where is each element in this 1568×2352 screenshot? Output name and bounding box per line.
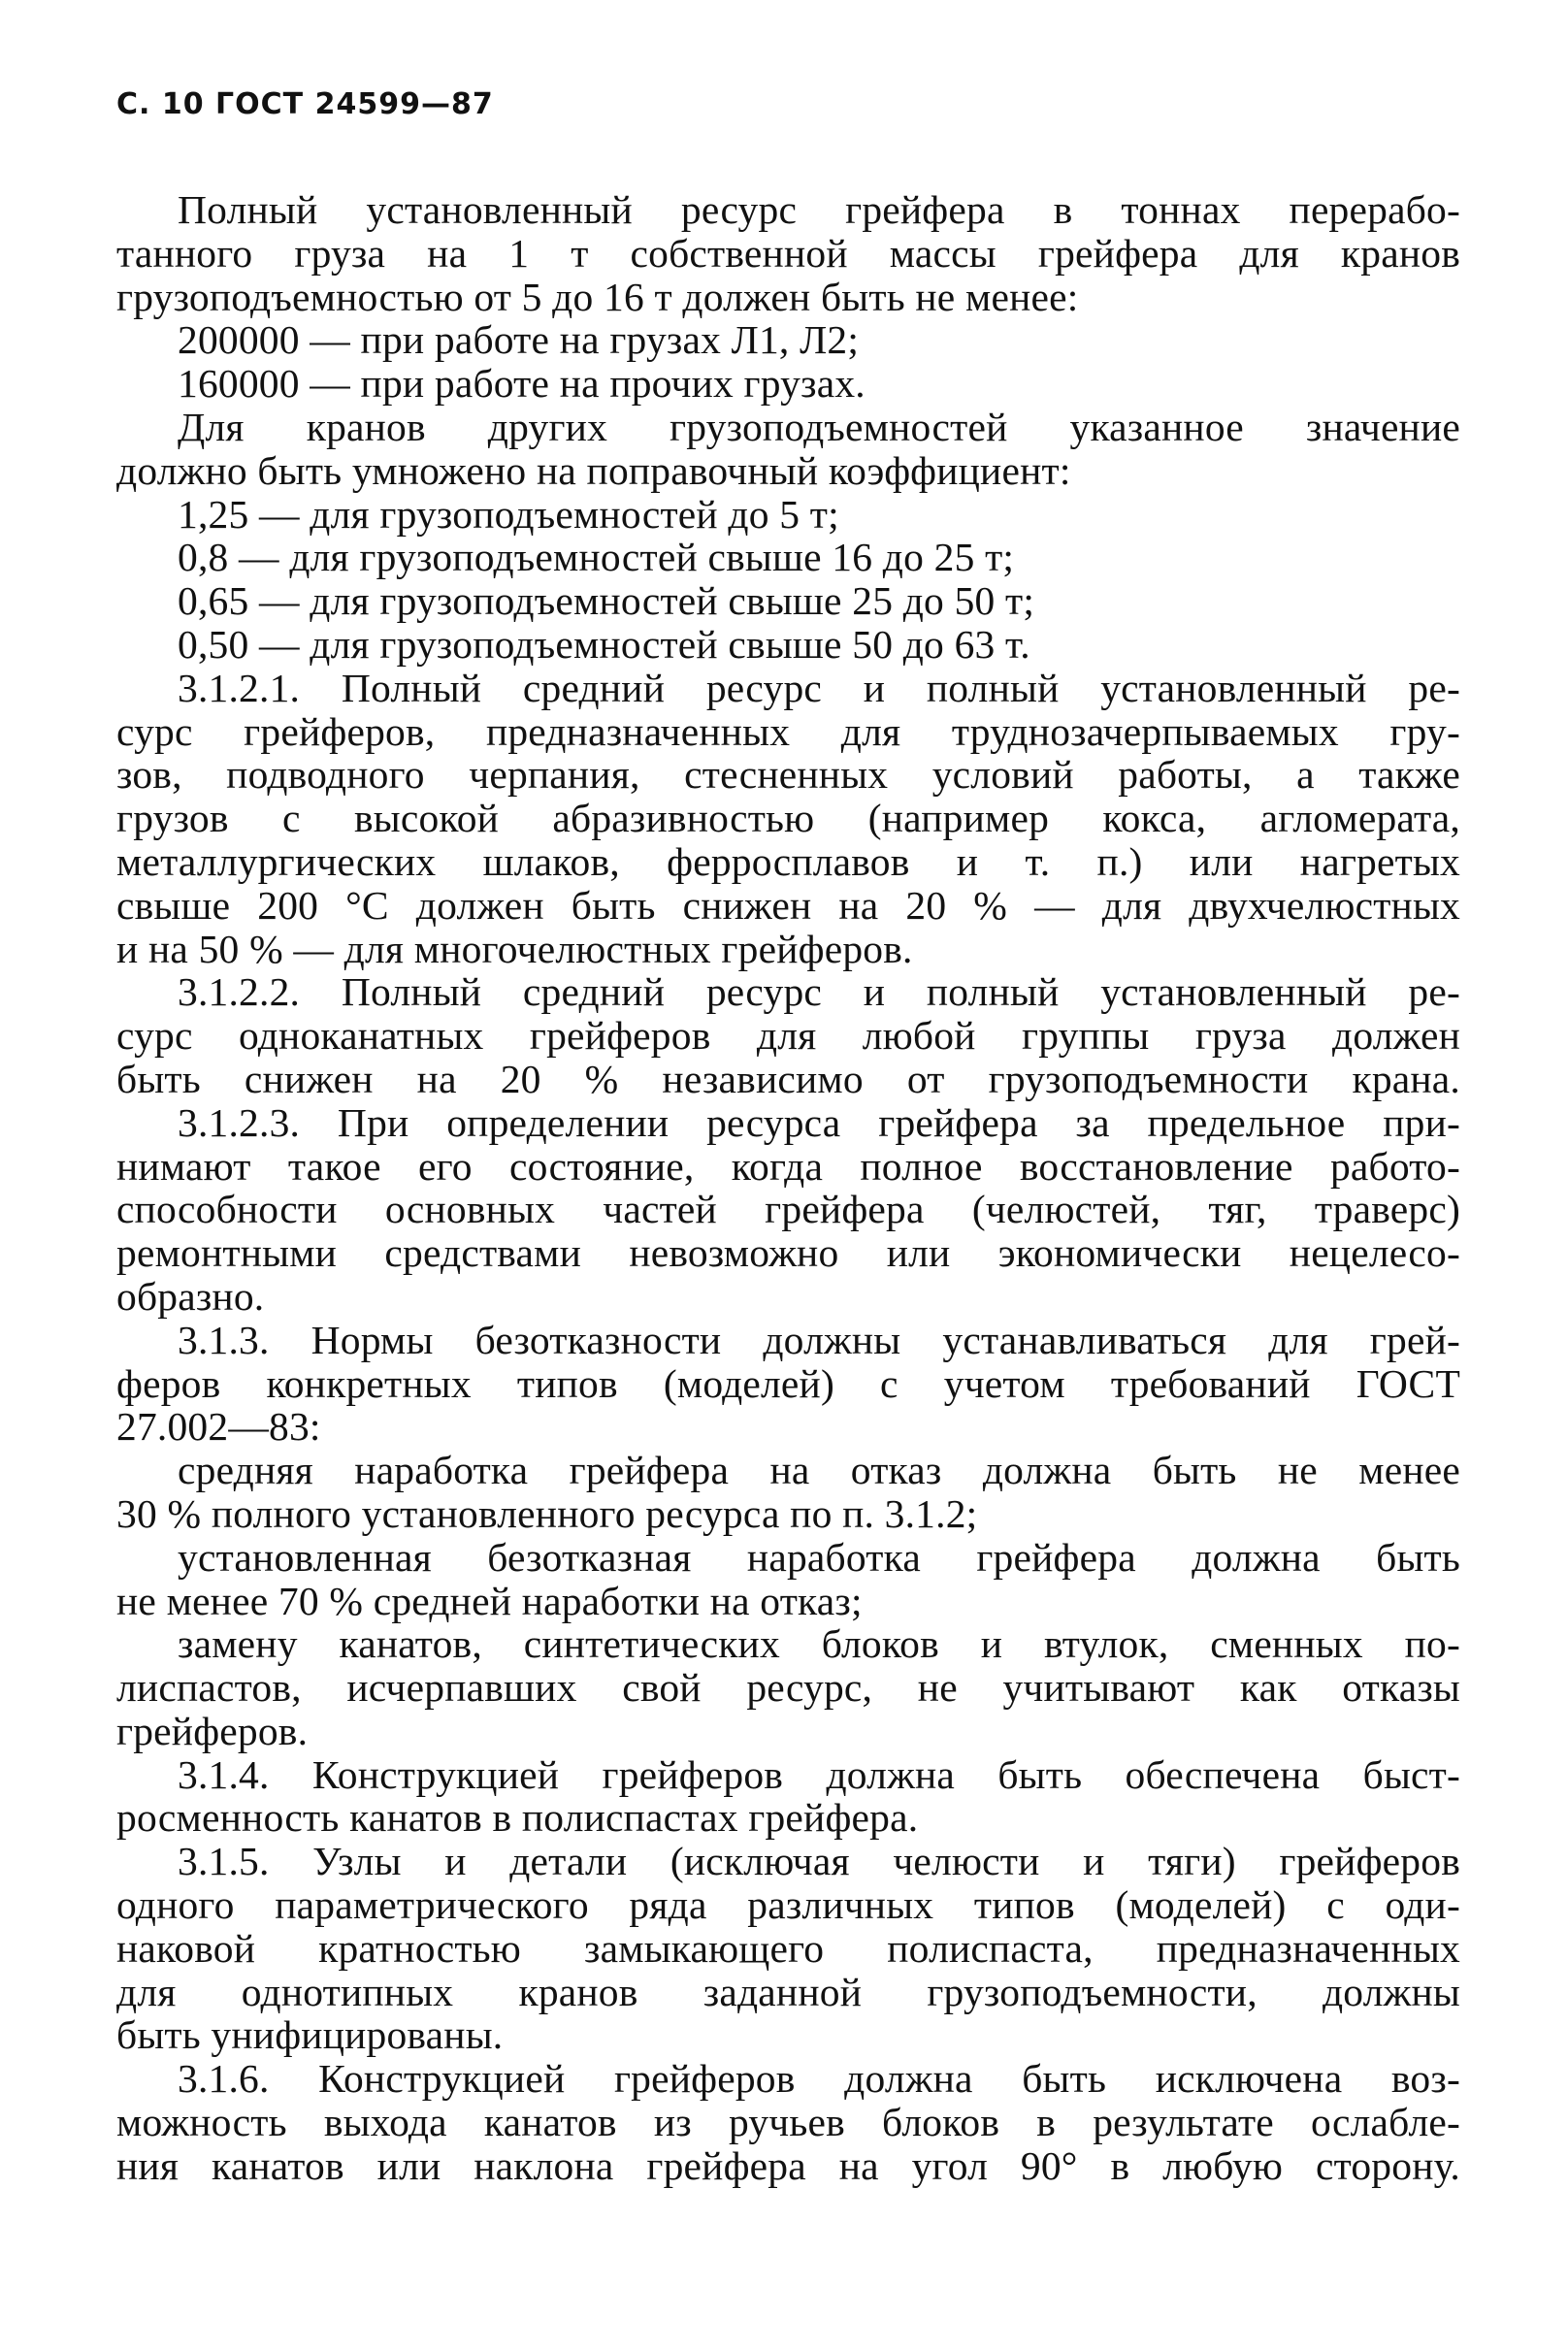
text-line: способности основных частей грейфера (челюстей, тяг, траверс) — [116, 1187, 1460, 1232]
text-line: 0,65 — для грузоподъемностей свыше 25 до 50 т; — [178, 578, 1035, 624]
text-line: грейферов. — [116, 1708, 309, 1753]
text-line: замену канатов, синтетических блоков и втулок, сменных по- — [178, 1621, 1460, 1667]
text-line: образно. — [116, 1273, 265, 1319]
text-line: зов, подводного черпания, стесненных условий работы, а также — [116, 752, 1460, 798]
text-line: сурс грейферов, предназначенных для труднозачерпываемых гру- — [116, 708, 1460, 754]
text-line: 3.1.2.2. Полный средний ресурс и полный установленный ре- — [178, 969, 1460, 1015]
text-line: грузоподъемностью от 5 до 16 т должен быть не менее: — [116, 274, 1079, 319]
text-line: 3.1.4. Конструкцией грейферов должна быть обеспечена быст- — [178, 1751, 1460, 1797]
text-line: быть снижен на 20 % независимо от грузоподъемности крана. — [116, 1056, 1460, 1101]
text-line: танного груза на 1 т собственной массы грейфера для кранов — [116, 230, 1460, 276]
text-line: 160000 — при работе на прочих грузах. — [178, 361, 866, 407]
text-line: не менее 70 % средней наработки на отказ; — [116, 1578, 863, 1623]
text-line: грузов с высокой абразивностью (например кокса, агломерата, — [116, 796, 1460, 841]
text-line: и на 50 % — для многочелюстных грейферов. — [116, 926, 913, 971]
text-line: лиспастов, исчерпавших свой ресурс, не учитывают как отказы — [116, 1665, 1460, 1711]
document-page — [116, 85, 1460, 2188]
text-line: свыше 200 °С должен быть снижен на 20 % — для двухчелюстных — [116, 882, 1460, 928]
text-line: 0,8 — для грузоподъемностей свыше 16 до 25 т; — [178, 535, 1015, 580]
text-line: установленная безотказная наработка грейфера должна быть — [178, 1534, 1460, 1580]
body-text — [116, 188, 1460, 2188]
text-line: 3.1.3. Нормы безотказности должны устанавливаться для грей- — [178, 1317, 1460, 1362]
text-line: 3.1.5. Узлы и детали (исключая челюсти и тяги) грейферов — [178, 1839, 1460, 1884]
text-line: сурс одноканатных грейферов для любой группы груза должен — [116, 1013, 1460, 1059]
text-line: нимают такое его состояние, когда полное восстановление работо- — [116, 1143, 1460, 1189]
text-line: можность выхода канатов из ручьев блоков в результате ослабле- — [116, 2100, 1460, 2145]
text-line: Полный установленный ресурс грейфера в тоннах перерабо- — [178, 187, 1460, 232]
text-line: 3.1.6. Конструкцией грейферов должна быть исключена воз- — [178, 2056, 1460, 2102]
text-line: феров конкретных типов (моделей) с учетом требований ГОСТ — [116, 1360, 1460, 1406]
text-line: ния канатов или наклона грейфера на угол 90° в любую сторону. — [116, 2142, 1460, 2188]
text-line: должно быть умножено на поправочный коэффициент: — [116, 447, 1071, 493]
text-line: 3.1.2.3. При определении ресурса грейфера за предельное при- — [178, 1099, 1460, 1145]
text-line: 27.002—83: — [116, 1404, 321, 1450]
text-line: быть унифицированы. — [116, 2012, 504, 2058]
text-line: росменность канатов в полиспастах грейфера. — [116, 1795, 919, 1841]
text-line: металлургических шлаков, ферросплавов и т. п.) или нагретых — [116, 838, 1460, 884]
text-line: наковой кратностью замыкающего полиспаста, предназначенных — [116, 1925, 1460, 1971]
text-line: 3.1.2.1. Полный средний ресурс и полный установленный ре- — [178, 665, 1460, 710]
text-line: 30 % полного установленного ресурса по п. 3.1.2; — [116, 1490, 978, 1536]
text-line: 0,50 — для грузоподъемностей свыше 50 до 63 т. — [178, 621, 1030, 667]
text-line: Для кранов других грузоподъемностей указанное значение — [178, 404, 1460, 449]
text-line: ремонтными средствами невозможно или экономически нецелесо- — [116, 1230, 1460, 1276]
text-line: одного параметрического ряда различных типов (моделей) с оди- — [116, 1882, 1460, 1928]
text-line: 1,25 — для грузоподъемностей до 5 т; — [178, 491, 839, 537]
running-head: С. 10 ГОСТ 24599—87 — [116, 87, 494, 121]
text-line: для однотипных кранов заданной грузоподъемности, должны — [116, 1969, 1460, 2014]
text-line: 200000 — при работе на грузах Л1, Л2; — [178, 317, 860, 363]
text-line: средняя наработка грейфера на отказ должна быть не менее — [178, 1448, 1460, 1493]
